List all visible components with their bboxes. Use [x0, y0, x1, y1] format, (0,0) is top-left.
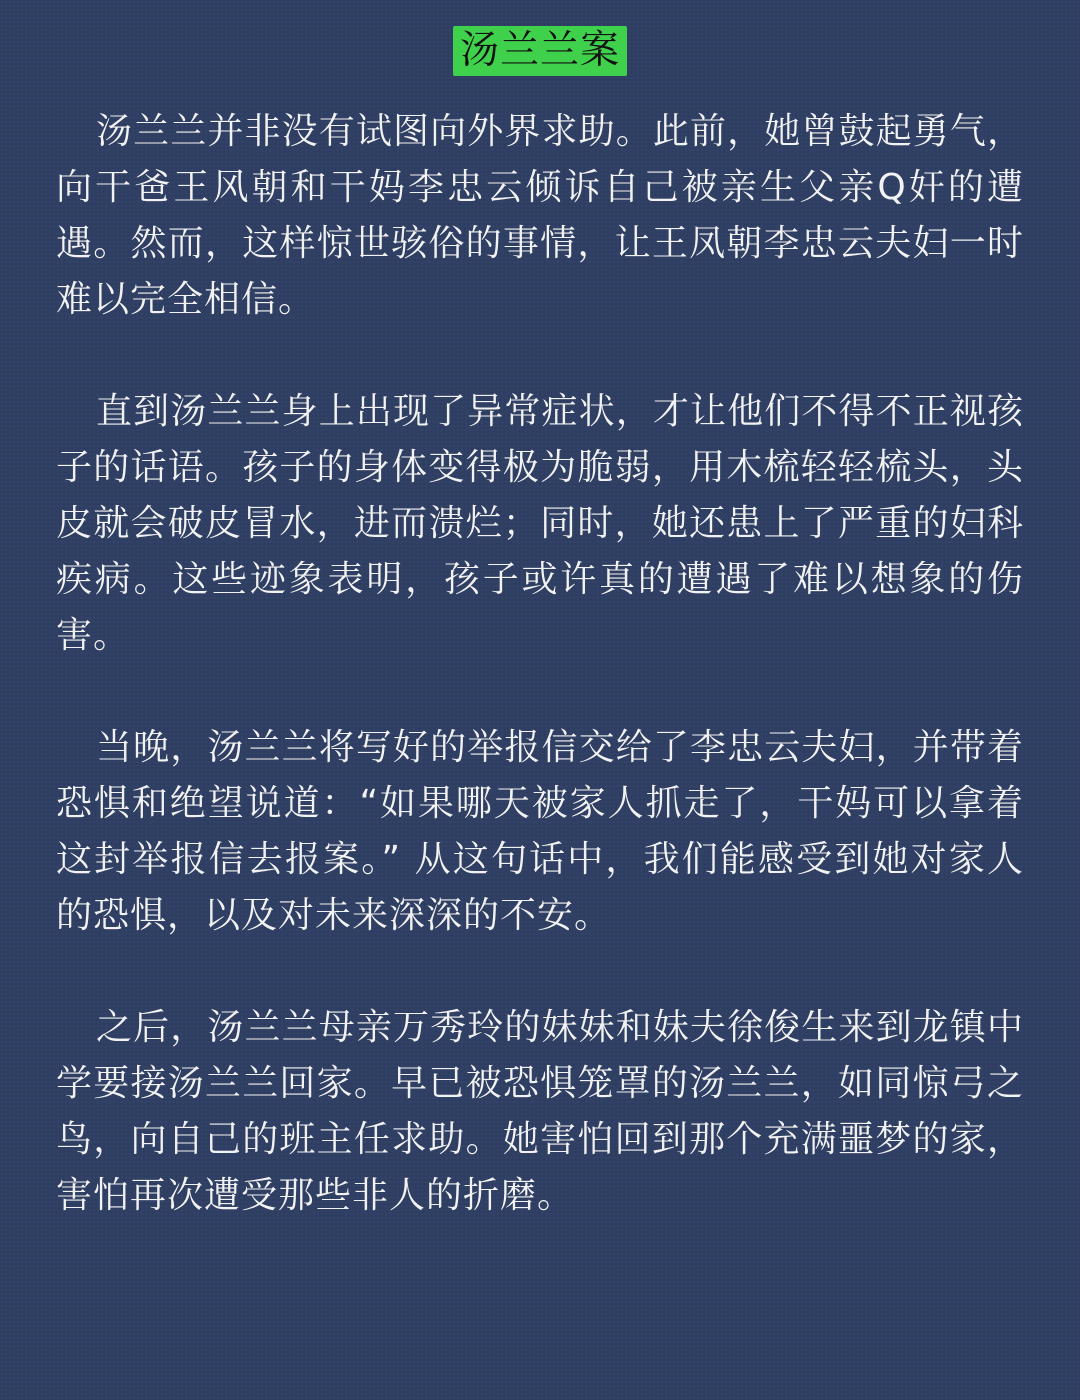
- paragraph-1: 汤兰兰并非没有试图向外界求助。此前，她曾鼓起勇气，向干爸王风朝和干妈李忠云倾诉自己被亲生父亲Q奸的遭遇。然而，这样惊世骇俗的事情，让王凤朝李忠云夫妇一时难以完全相信。: [56, 111, 1024, 320]
- paragraph-3: 当晚，汤兰兰将写好的举报信交给了李忠云夫妇，并带着恐惧和绝望说道：“如果哪天被家人抓走了，干妈可以拿着这封举报信去报案。” 从这句话中，我们能感受到她对家人的恐惧，以及对未来深深的不安。: [56, 727, 1024, 936]
- title-row: [0, 26, 1080, 76]
- article-title: 汤兰兰案: [453, 26, 627, 76]
- article-body: [56, 104, 1024, 1224]
- paragraph-4: 之后，汤兰兰母亲万秀玲的妹妹和妹夫徐俊生来到龙镇中学要接汤兰兰回家。早已被恐惧笼罩的汤兰兰，如同惊弓之鸟，向自己的班主任求助。她害怕回到那个充满噩梦的家，害怕再次遭受那些非人的折磨。: [56, 1007, 1024, 1216]
- paragraph-2: 直到汤兰兰身上出现了异常症状，才让他们不得不正视孩子的话语。孩子的身体变得极为脆弱，用木梳轻轻梳头，头皮就会破皮冒水，进而溃烂；同时，她还患上了严重的妇科疾病。这些迹象表明，孩子或许真的遭遇了难以想象的伤害。: [56, 391, 1024, 656]
